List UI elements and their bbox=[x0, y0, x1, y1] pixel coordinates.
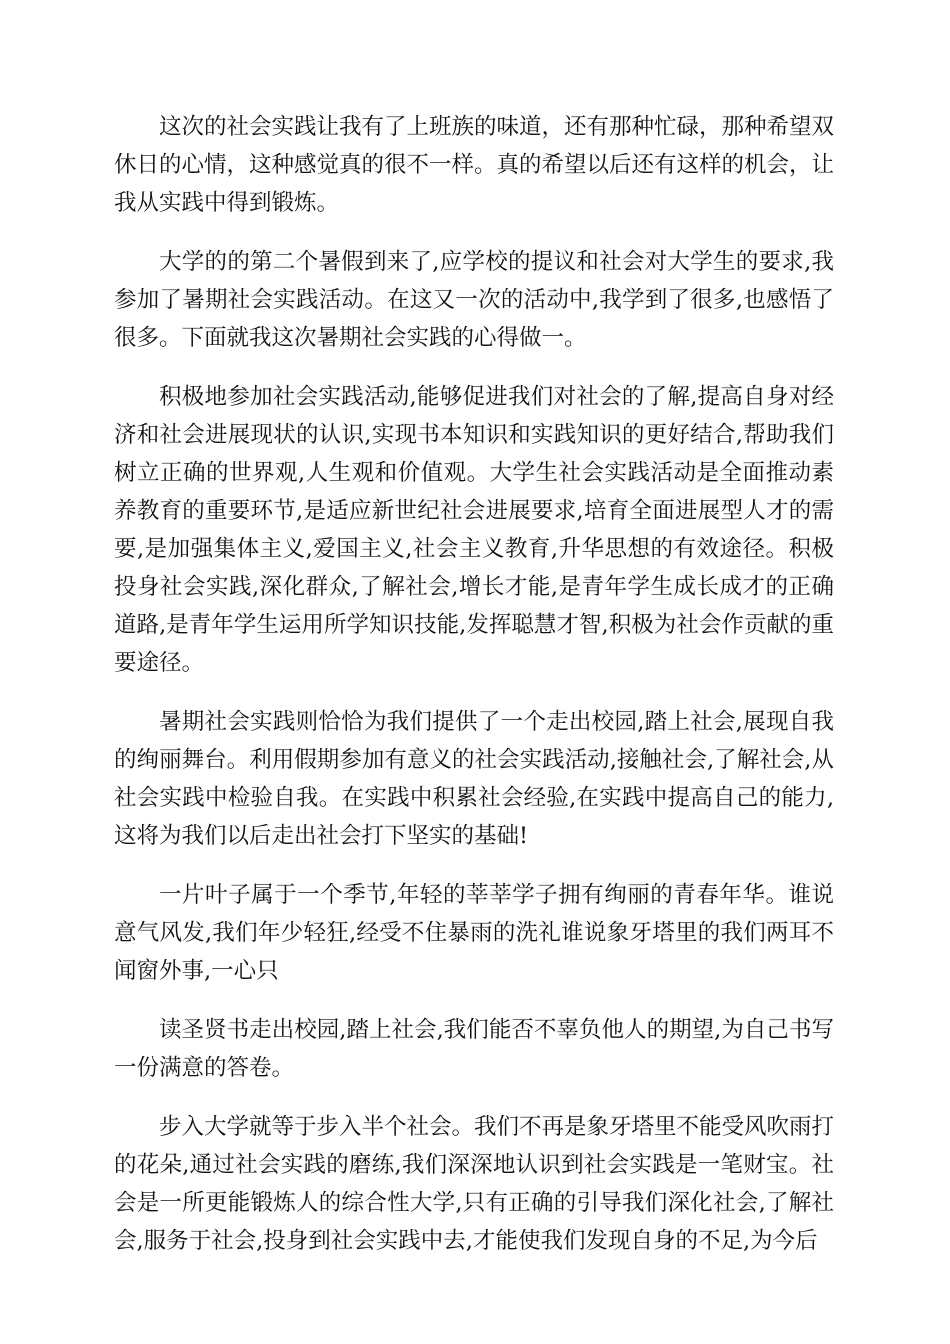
paragraph: 积极地参加社会实践活动,能够促进我们对社会的了解,提高自身对经济和社会进展现状的认识,实现书本知识和实践知识的更好结合,帮助我们树立正确的世界观,人生观和价值观。大学生社会实践活动是全面推动素养教育的重要环节,是适应新世纪社会进展要求,培育全面进展型人才的需要,是加强集体主义,爱国主义,社会主义教育,升华思想的有效途径。积极投身社会实践,深化群众,了解社会,增长才能,是青年学生成长成才的正确道路,是青年学生运用所学知识技能,发挥聪慧才智,积极为社会作贡献的重要途径。 bbox=[114, 384, 834, 676]
paragraph: 这次的社会实践让我有了上班族的味道，还有那种忙碌，那种希望双休日的心情，这种感觉真的很不一样。真的希望以后还有这样的机会，让我从实践中得到锻炼。 bbox=[114, 114, 835, 216]
paragraph: 大学的的第二个暑假到来了,应学校的提议和社会对大学生的要求,我参加了暑期社会实践活动。在这又一次的活动中,我学到了很多,也感悟了很多。下面就我这次暑期社会实践的心得做一。 bbox=[114, 249, 834, 351]
paragraph: 暑期社会实践则恰恰为我们提供了一个走出校园,踏上社会,展现自我的绚丽舞台。利用假期参加有意义的社会实践活动,接触社会,了解社会,从社会实践中检验自我。在实践中积累社会经验,在实践中提高自己的能力,这将为我们以后走出社会打下坚实的基础! bbox=[114, 709, 834, 849]
paragraph: 步入大学就等于步入半个社会。我们不再是象牙塔里不能受风吹雨打的花朵,通过社会实践的磨练,我们深深地认识到社会实践是一笔财宝。社会是一所更能锻炼人的综合性大学,只有正确的引导我们深化社会,了解社会,服务于社会,投身到社会实践中去,才能使我们发现自身的不足,为今后 bbox=[114, 1114, 835, 1254]
paragraph: 一片叶子属于一个季节,年轻的莘莘学子拥有绚丽的青春年华。谁说意气风发,我们年少轻狂,经受不住暴雨的洗礼谁说象牙塔里的我们两耳不闻窗外事,一心只 bbox=[114, 882, 834, 984]
paragraph: 读圣贤书走出校园,踏上社会,我们能否不辜负他人的期望,为自己书写一份满意的答卷。 bbox=[114, 1017, 834, 1081]
document-body bbox=[114, 108, 834, 1281]
